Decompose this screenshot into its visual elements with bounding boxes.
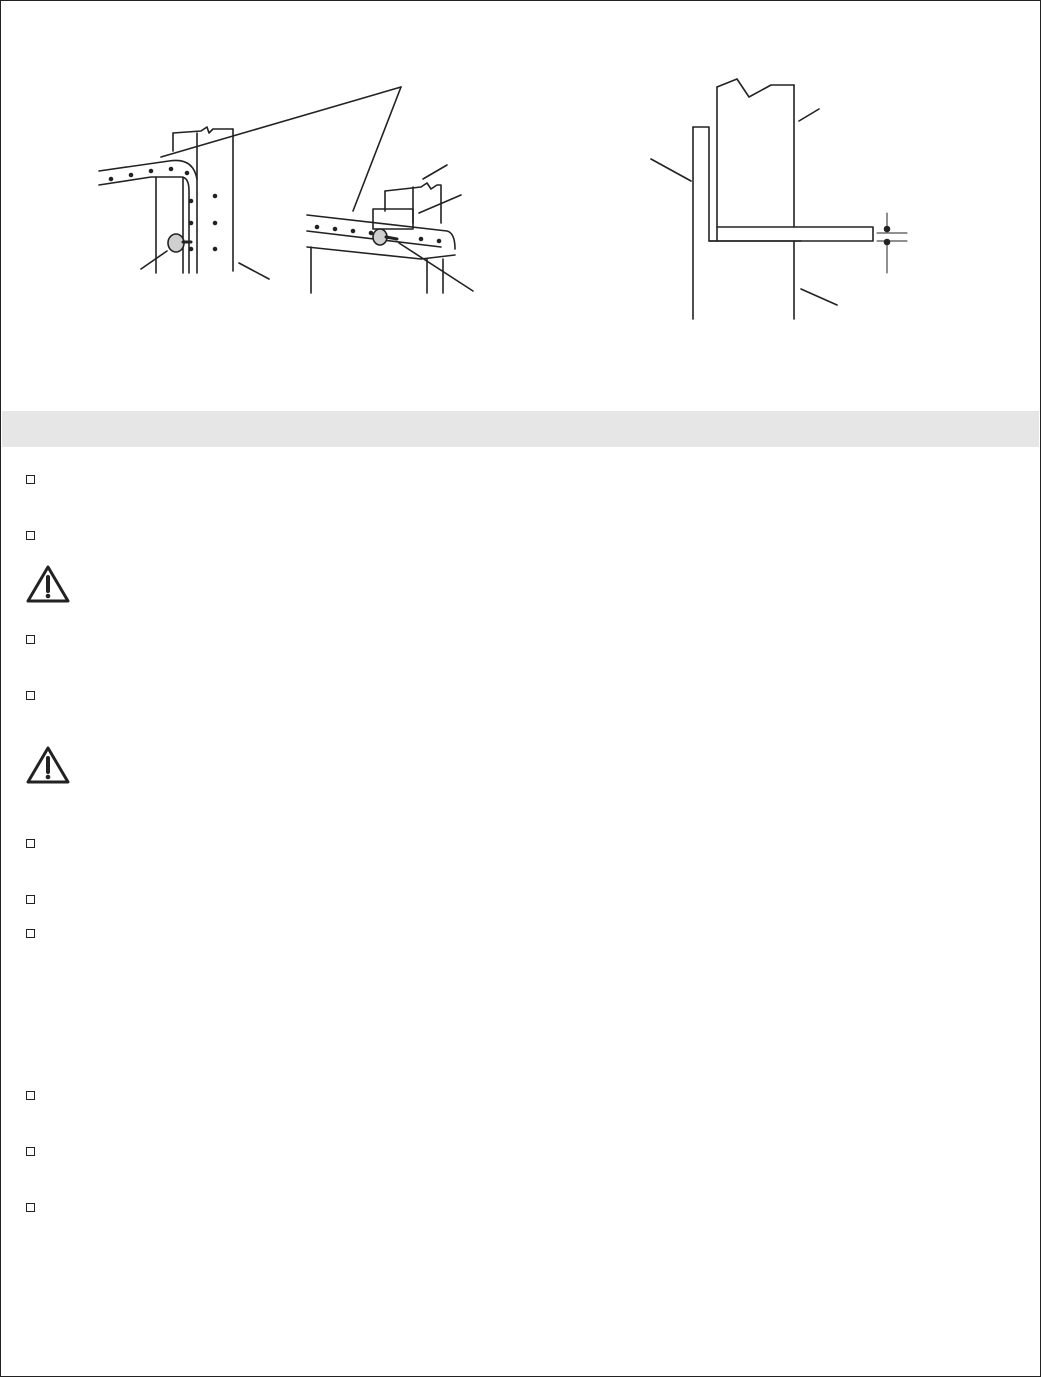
checklist-bullet-6 (26, 895, 35, 904)
checklist-bullet-4 (26, 691, 35, 700)
checklist-bullet-8 (26, 1091, 35, 1100)
checklist-bullet-10 (26, 1203, 35, 1212)
right-section-figure (651, 79, 907, 319)
checklist-bullet-3 (26, 635, 35, 644)
warning-triangle-icon (25, 564, 71, 604)
left-post-figure (99, 87, 401, 279)
checklist-bullet-5 (26, 839, 35, 848)
middle-rail-figure (307, 87, 473, 293)
checklist-bullet-7 (26, 929, 35, 938)
section-header-band (2, 411, 1039, 447)
checklist-bullet-1 (26, 475, 35, 484)
checklist-bullet-2 (26, 531, 35, 540)
installation-figures (1, 1, 1040, 401)
warning-triangle-icon (25, 745, 71, 785)
checklist-bullet-9 (26, 1147, 35, 1156)
